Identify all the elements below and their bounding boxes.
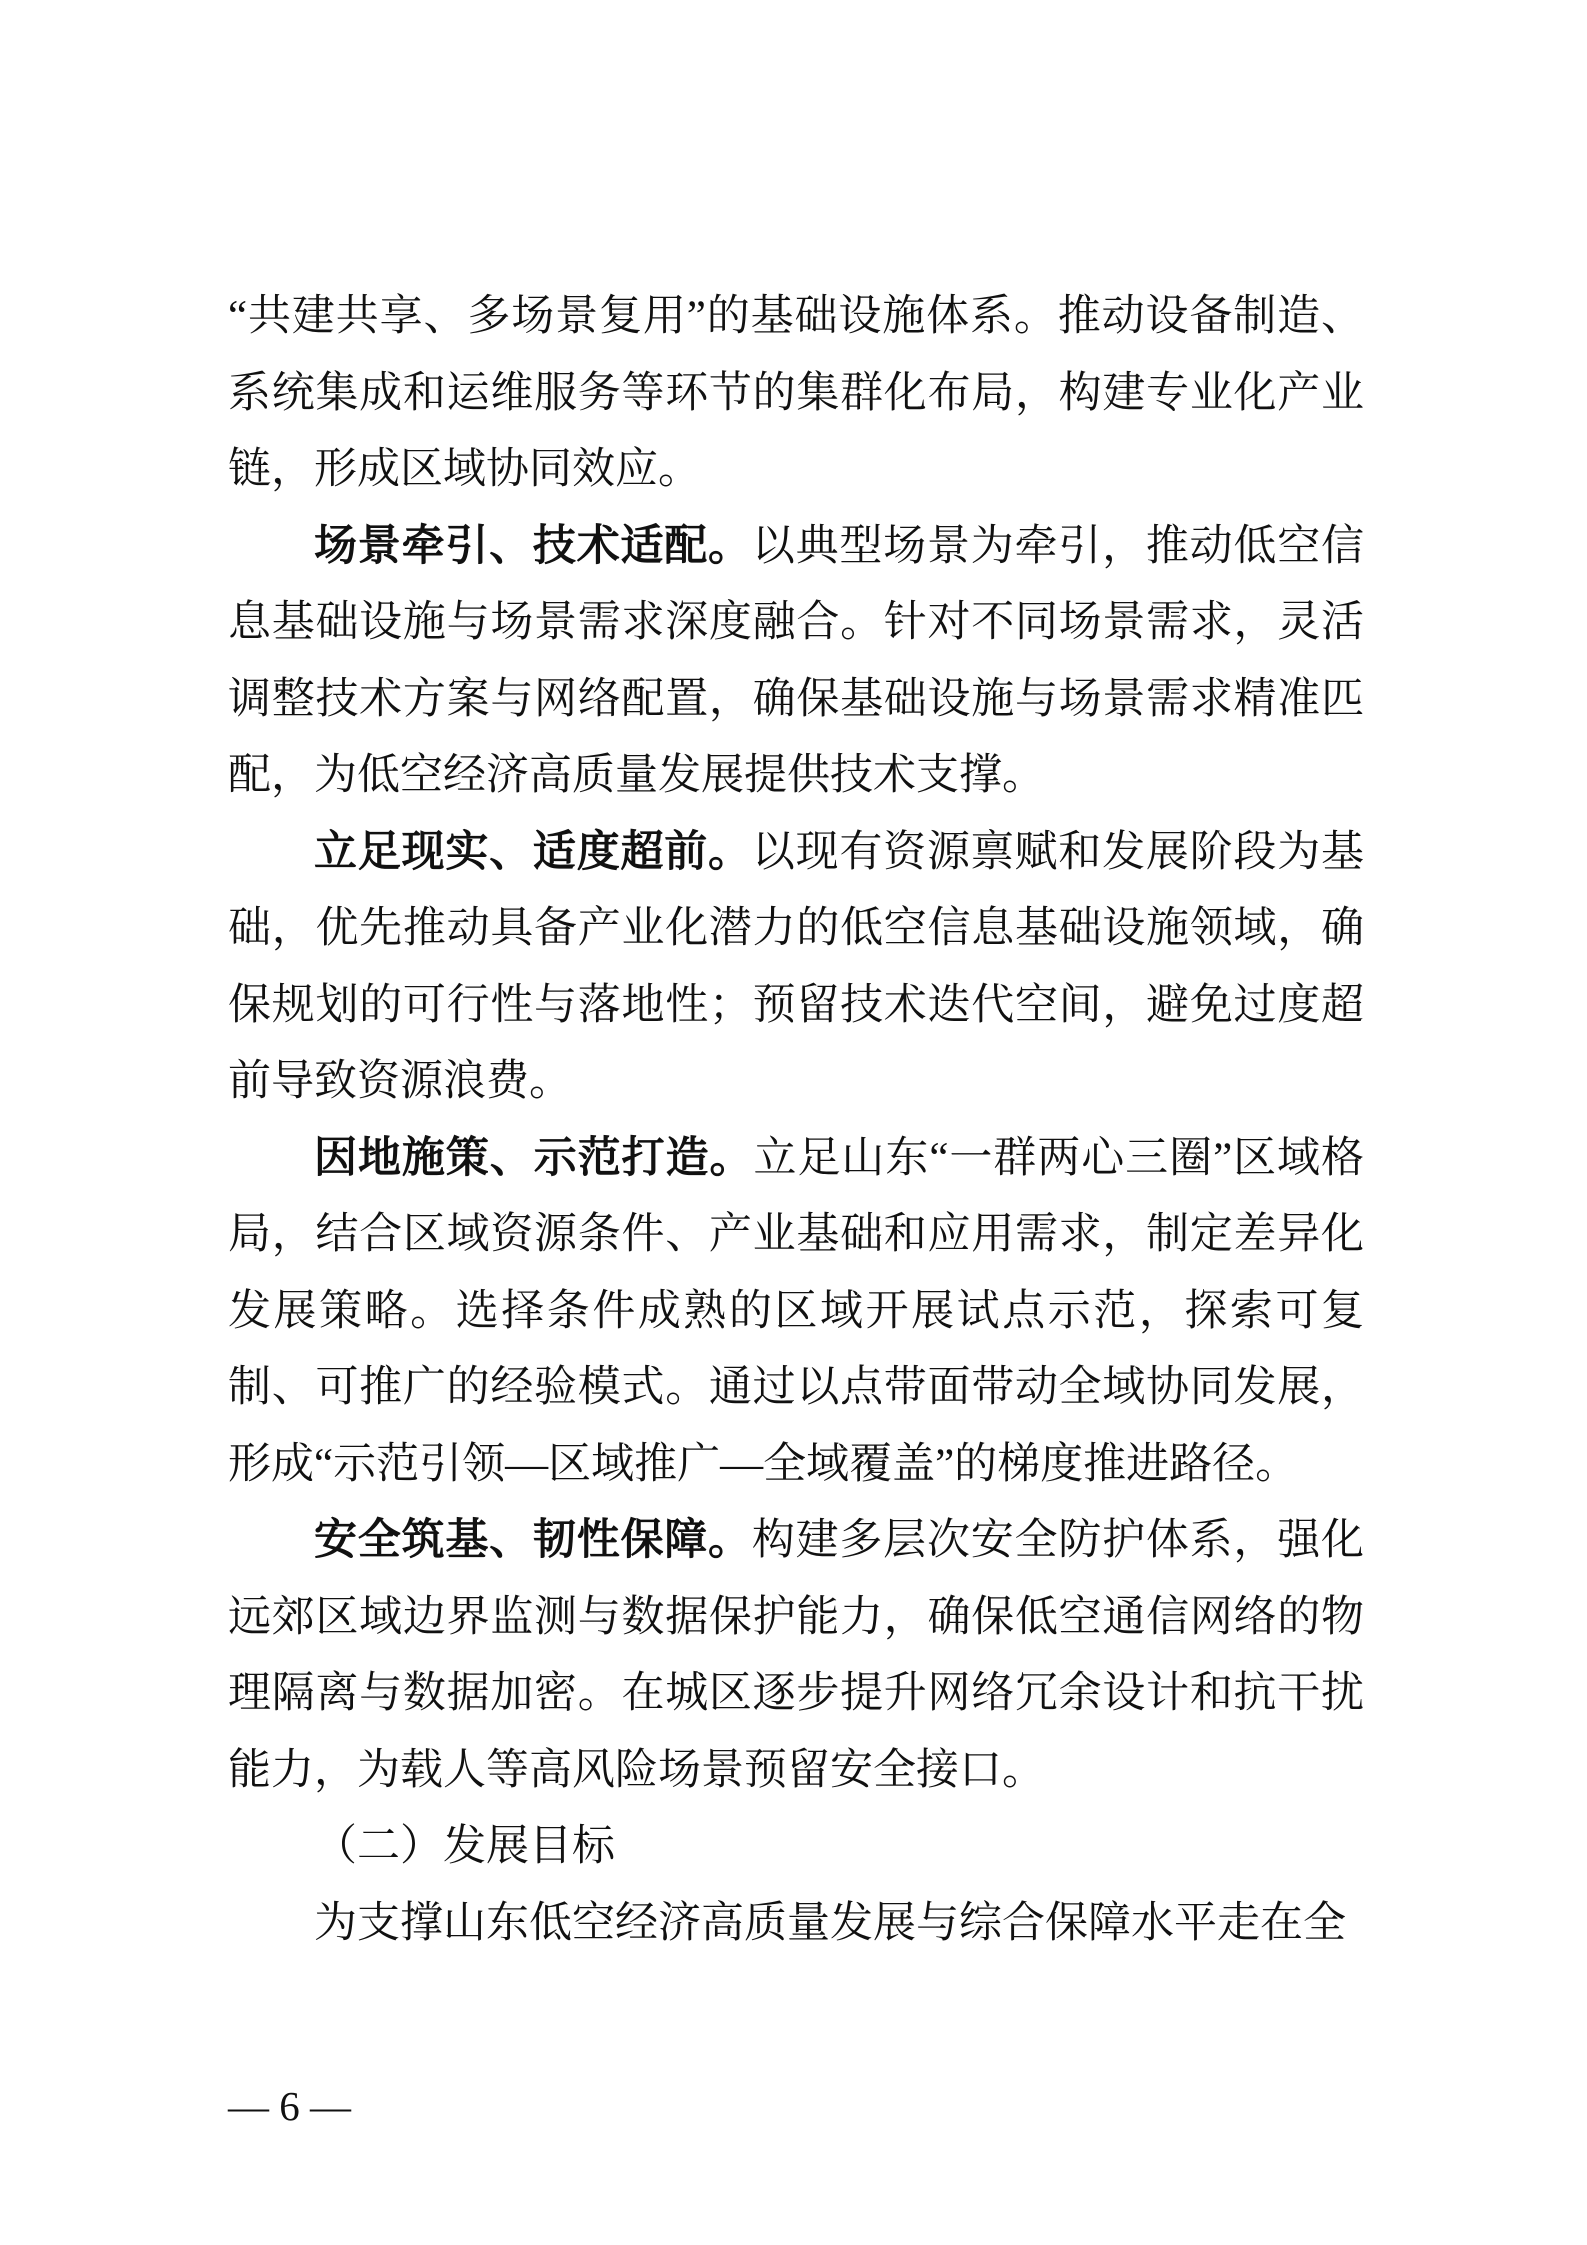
paragraph-lead: 场景牵引、技术适配。 <box>314 522 752 570</box>
paragraph-goals-intro <box>228 1886 1364 1963</box>
paragraph-principle-local <box>228 1121 1364 1504</box>
paragraph-text: 构建多层次安全防护体系，强化远郊区域边界监测与数据保护能力，确保低空通信网络的物理隔离与数据加密。在城区逐步提升网络冗余设计和抗干扰能力，为载人等高风险场景预留安全接口。 <box>228 1517 1365 1794</box>
paragraph-text: “共建共享、多场景复用”的基础设施体系。推动设备制造、系统集成和运维服务等环节的集群化布局，构建专业化产业链，形成区域协同效应。 <box>228 293 1364 493</box>
paragraph-principle-security <box>228 1503 1364 1809</box>
paragraph-continuation <box>228 279 1364 509</box>
paragraph-text: 以现有资源禀赋和发展阶段为基础，优先推动具备产业化潜力的低空信息基础设施领域，确保规划的可行性与落地性；预留技术迭代空间，避免过度超前导致资源浪费。 <box>228 828 1365 1105</box>
paragraph-text: 以典型场景为牵引，推动低空信息基础设施与场景需求深度融合。针对不同场景需求，灵活调整技术方案与网络配置，确保基础设施与场景需求精准匹配，为低空经济高质量发展提供技术支撑。 <box>228 522 1365 799</box>
page-number: — 6 — <box>228 2083 351 2129</box>
paragraph-text: 为支撑山东低空经济高质量发展与综合保障水平走在全 <box>314 1899 1346 1947</box>
paragraph-lead: 安全筑基、韧性保障。 <box>314 1517 752 1564</box>
paragraph-lead: 立足现实、适度超前。 <box>314 828 752 876</box>
section-heading-development-goals <box>228 1809 1364 1886</box>
paragraph-principle-reality <box>228 815 1364 1121</box>
paragraph-lead: 因地施策、示范打造。 <box>314 1134 754 1182</box>
paragraph-text: 立足山东“一群两心三圈”区域格局，结合区域资源条件、产业基础和应用需求，制定差异化发展策略。选择条件成熟的区域开展试点示范，探索可复制、可推广的经验模式。通过以点带面带动全域协同发展，形成“示范引领—区域推广—全域覆盖”的梯度推进路径。 <box>228 1134 1365 1488</box>
section-heading-text: （二）发展目标 <box>314 1823 615 1870</box>
document-body <box>228 279 1364 1962</box>
paragraph-principle-scene <box>228 509 1364 815</box>
